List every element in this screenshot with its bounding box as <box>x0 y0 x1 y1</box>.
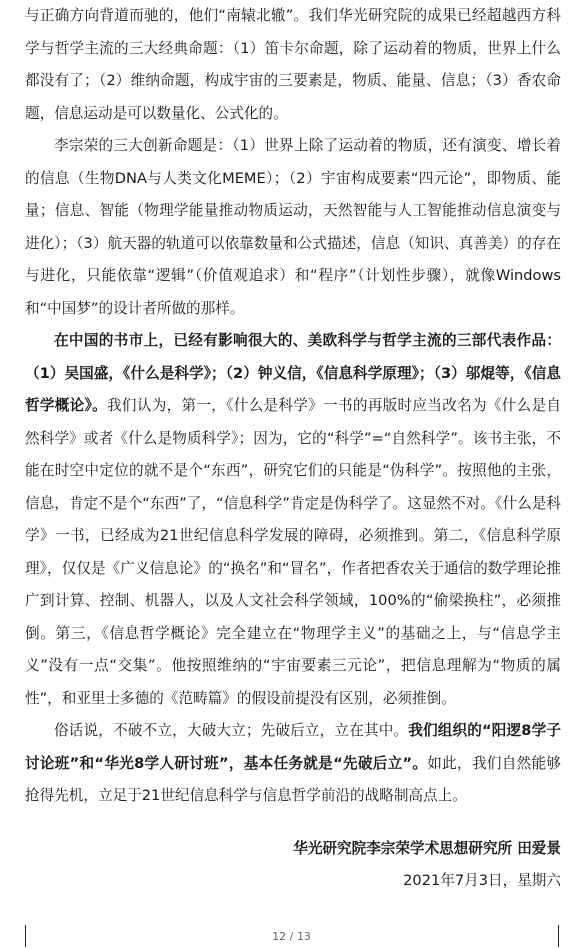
author-signature: 华光研究院李宗荣学术思想研究所 田爱景 <box>293 840 561 857</box>
paragraph-4-text-a: 俗话说，不破不立，大破大立；先破后立，立在其中。 <box>54 722 409 739</box>
paragraph-2 <box>25 130 561 325</box>
paragraph-3 <box>25 325 561 715</box>
paragraph-4-bold: 我们组织的“阳逻8学子讨论班”和“华光8学人研讨班”，基本任务就是“先破后立”。 <box>25 722 561 772</box>
paragraph-3-text: 我们认为，第一，《什么是科学》一书的再版时应当改名为《什么是自然科学》或者《什么是物质科学》；因为，它的“科学”=“自然科学”。该书主张，不能在时空中定位的就不是个“东西”，研究它们的只能是“伪科学”。按照他的主张，信息，肯定不是个“东西”了，“信息科学”肯定是伪科学了。这显然不对。《什么是科学》一书，已经成为21世纪信息科学发展的障碍，必须推到。第二，《信息科学原理》，仅仅是《广义信息论》的“换名”和“冒名”，作者把香农关于通信的数学理论推广到计算、控制、机器人，以及人文社会科学领域，100%的“偷梁换柱”，必须推倒。第三，《信息哲学概论》完全建立在“物理学主义”的基础之上，与“信息学主义”没有一点“交集”。他按照维纳的“宇宙要素三元论”，把信息理解为“物质的属性”，和亚里士多德的《范畴篇》的假设前提没有区别，必须推倒。 <box>25 397 562 707</box>
page-number-indicator: 12 / 13 <box>272 930 311 943</box>
paragraph-4 <box>25 715 561 813</box>
paragraph-3-bold-lead: 在中国的书市上，已经有影响很大的、美欧科学与哲学主流的三部代表作品：（1）吴国盛，《什么是科学》；（2）钟义信，《信息科学原理》；（3）邬焜等，《信息哲学概论》。 <box>25 332 561 414</box>
article-body <box>25 0 561 813</box>
paragraph-2-text: 李宗荣的三大创新命题是：（1）世界上除了运动着的物质，还有演变、增长着的信息（生物DNA与人类文化MEME）；（2）宇宙构成要素“四元论”，即物质、能量；信息、智能（物理学能量推动物质运动，天然智能与人工智能推动信息演变与进化）；（3）航天器的轨道可以依靠数量和公式描述，信息（知识、真善美）的存在与进化，只能依靠“逻辑”（价值观追求）和“程序”（计划性步骤），就像Windows和“中国梦”的设计者所做的那样。 <box>25 137 561 317</box>
paragraph-1-text: 与正确方向背道而驰的，他们“南辕北辙”。我们华光研究院的成果已经超越西方科学与哲学主流的三大经典命题：（1）笛卡尔命题，除了运动着的物质，世界上什么都没有了；（2）维纳命题，构成宇宙的三要素是，物质、能量、信息；（3）香农命题，信息运动是可以数量化、公式化的。 <box>25 7 561 122</box>
paragraph-1 <box>25 0 561 130</box>
paragraph-4-text-b: 如此，我们自然能够抢得先机，立足于21世纪信息科学与信息哲学前沿的战略制高点上。 <box>25 754 561 804</box>
signature-date: 2021年7月3日，星期六 <box>403 872 561 889</box>
